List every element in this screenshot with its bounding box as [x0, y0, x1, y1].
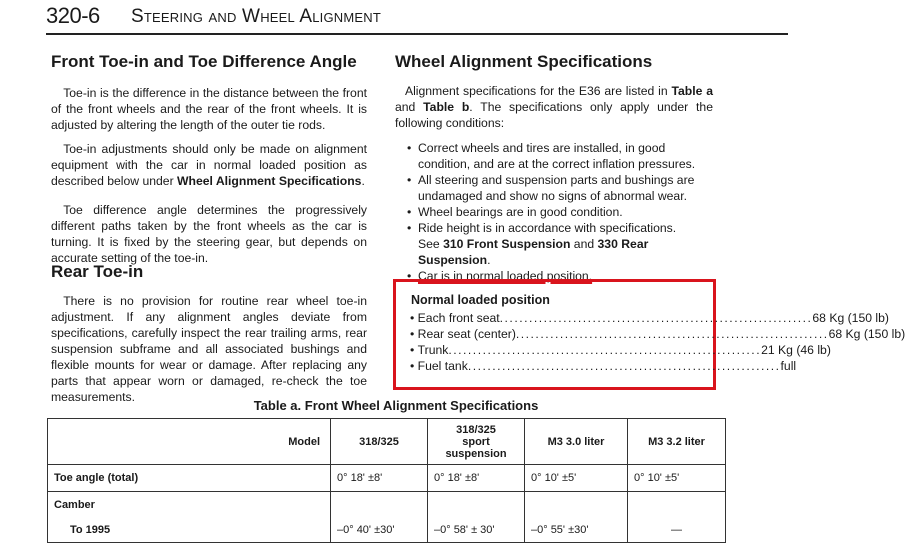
- bullet-icon: •: [410, 343, 415, 357]
- intro-text: Alignment specifications for the E36 are listed in: [404, 84, 672, 98]
- bullet-icon: •: [407, 141, 412, 155]
- loaded-label: Each front seat: [417, 311, 500, 325]
- condition-text: Correct wheels and tires are installed, in good condition, and are at the correct inflation pressures.: [418, 141, 696, 171]
- page-number: 320-6: [46, 3, 100, 28]
- header-line: sport: [462, 435, 490, 448]
- bullet-icon: •: [407, 173, 412, 187]
- ref-front-suspension: 310 Front Suspension: [443, 237, 571, 251]
- condition-item: [407, 220, 715, 268]
- header-318-325: 318/325: [331, 419, 428, 465]
- bullet-icon: •: [410, 327, 415, 341]
- p3-text: Toe difference angle determines the progressively different paths taken by the front wheels as the car is turning. It is fixed by the steering gear, but depends on accurate setting of the toe-in.: [51, 203, 367, 265]
- ref-rear-suspension: 330 Rear Suspension: [418, 237, 649, 267]
- table-cell: –0° 58' ± 30': [428, 518, 525, 543]
- p2-text: Toe-in adjustments should only be made on alignment equipment with the car in normal loaded position as described below under: [51, 142, 367, 188]
- intro-and: and: [395, 100, 424, 114]
- table-cell: 0° 10' ±5': [628, 465, 726, 492]
- paragraph-toe-difference: [51, 202, 367, 266]
- loaded-label: Trunk: [417, 343, 449, 357]
- table-cell: —: [628, 518, 726, 543]
- table-cell: 0° 10' ±5': [525, 465, 628, 492]
- bullet-icon: •: [407, 269, 412, 283]
- table-cell: –0° 55' ±30': [525, 518, 628, 543]
- bullet-icon: •: [407, 221, 412, 235]
- condition-text: All steering and suspension parts and bushings are undamaged and show no signs of abnormal wear.: [418, 173, 695, 203]
- p4-text: There is no provision for routine rear wheel toe-in adjustment. If any alignment angles deviate from specifications, carefully inspect the rear trailing arms, rear suspension subframe and all associated bushings and flexible mounts for wear or damage. After replacing any parts that appear worn or damaged, re-check the toe measurements.: [51, 294, 367, 404]
- condition-text: Ride height is in accordance with specifications.: [418, 221, 677, 235]
- header-rule: [46, 33, 788, 35]
- loaded-value: 21 Kg (46 lb): [761, 343, 831, 357]
- see-text: See: [418, 237, 444, 251]
- header-line: 318/325: [456, 423, 496, 436]
- loaded-label: Fuel tank: [417, 359, 468, 373]
- loaded-row-trunk: [410, 342, 831, 358]
- table-cell: 0° 18' ±8': [428, 465, 525, 492]
- row-label: Camber: [48, 492, 331, 519]
- loaded-row-front-seat: [410, 310, 889, 326]
- loaded-label: Rear seat (center): [417, 327, 516, 341]
- table-cell: [428, 492, 525, 519]
- bullet-icon: •: [407, 205, 412, 219]
- ref-table-b: Table b: [423, 100, 470, 114]
- row-label: To 1995: [48, 518, 331, 543]
- paragraph-toe-in-adjustment: [51, 141, 367, 189]
- conditions-list: [407, 140, 715, 284]
- period-text: .: [487, 253, 491, 267]
- and-text: and: [570, 237, 598, 251]
- front-wheel-alignment-table: [47, 418, 726, 543]
- dot-leader: ................................................................: [499, 311, 813, 325]
- table-cell: [331, 492, 428, 519]
- loaded-row-fuel-tank: [410, 358, 797, 374]
- dot-leader: ................................................................: [448, 343, 762, 357]
- heading-wheel-alignment-specs: Wheel Alignment Specifications: [395, 52, 653, 71]
- table-cell: [525, 492, 628, 519]
- table-row: [48, 465, 726, 492]
- bullet-icon: •: [410, 311, 415, 325]
- loaded-row-rear-seat: [410, 326, 905, 342]
- p2-reference: Wheel Alignment Specifications: [177, 174, 362, 188]
- header-line: suspension: [445, 447, 507, 460]
- paragraph-toe-in-definition: [51, 85, 367, 133]
- heading-front-toe-in: Front Toe-in and Toe Difference Angle: [51, 52, 357, 71]
- loaded-value: full: [780, 359, 797, 373]
- heading-rear-toe-in: Rear Toe-in: [51, 262, 144, 281]
- condition-text: Wheel bearings are in good condition.: [418, 205, 623, 219]
- table-row: [48, 492, 726, 519]
- ref-table-a: Table a: [671, 84, 713, 98]
- paragraph-rear-toe-in: [51, 293, 367, 405]
- table-cell: –0° 40' ±30': [331, 518, 428, 543]
- table-row: [48, 518, 726, 543]
- header-m3-32: M3 3.2 liter: [628, 419, 726, 465]
- p1-text: Toe-in is the difference in the distance between the front of the front wheels and the rear of the front wheels. It is adjusted by altering the length of the outer tie rods.: [51, 86, 367, 132]
- table-caption: Table a. Front Wheel Alignment Specifications: [253, 398, 539, 413]
- bullet-icon: •: [410, 359, 415, 373]
- header-m3-30: M3 3.0 liter: [525, 419, 628, 465]
- loaded-value: 68 Kg (150 lb): [828, 327, 905, 341]
- chapter-title: Steering and Wheel Alignment: [131, 6, 382, 27]
- loaded-value: 68 Kg (150 lb): [812, 311, 889, 325]
- condition-item: [407, 140, 715, 172]
- condition-item: [407, 204, 715, 220]
- loaded-position-title: Normal loaded position: [411, 293, 550, 307]
- table-cell: 0° 18' ±8': [331, 465, 428, 492]
- dot-leader: ................................................................: [467, 359, 781, 373]
- header-318-325-sport: [428, 419, 525, 465]
- condition-item: [407, 172, 715, 204]
- intro-text-end: . The specifications only apply under the following conditions:: [395, 100, 713, 130]
- dot-leader: ................................................................: [515, 327, 829, 341]
- condition-loaded-position: Car is in normal loaded position.: [418, 269, 593, 283]
- paragraph-specs-intro: [395, 83, 713, 131]
- table-cell: [628, 492, 726, 519]
- header-model: Model: [48, 419, 331, 465]
- table-header-row: [48, 419, 726, 465]
- row-label: Toe angle (total): [48, 465, 331, 492]
- p2-end: .: [361, 174, 365, 188]
